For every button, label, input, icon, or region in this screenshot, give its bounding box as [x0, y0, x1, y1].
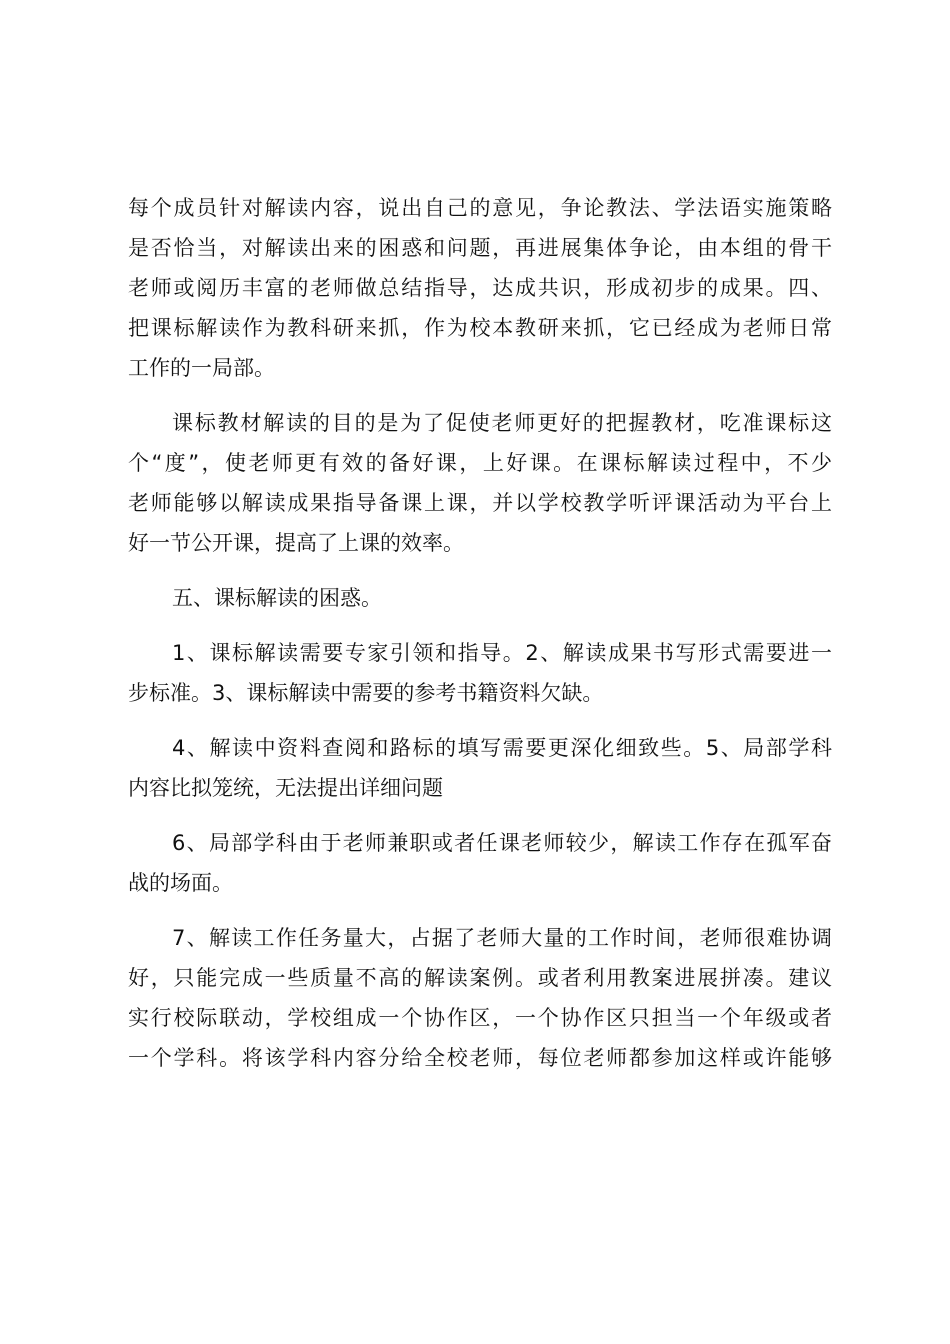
- text-line: 把课标解读作为教科研来抓，作为校本教研来抓，它已经成为老师日常: [128, 316, 832, 340]
- section-heading: 五、课标解读的困惑。: [172, 586, 382, 610]
- text-line: 是否恰当，对解读出来的困惑和问题，再进展集体争论，由本组的骨干: [128, 236, 832, 260]
- paragraph-1: [128, 188, 832, 388]
- text-line: 老师能够以解读成果指导备课上课，并以学校教学听评课活动为平台上: [128, 491, 832, 515]
- text-line: 战的场面。: [128, 871, 233, 895]
- text-line: 工作的一局部。: [128, 356, 275, 380]
- text-line: 好一节公开课，提高了上课的效率。: [128, 531, 464, 555]
- document-body: [128, 188, 832, 1093]
- paragraph-2: [128, 403, 832, 563]
- section-heading-5: [128, 578, 832, 618]
- paragraph-4: [128, 728, 832, 808]
- text-line: 内容比拟笼统，无法提出详细问题: [128, 776, 443, 800]
- text-line: 老师或阅历丰富的老师做总结指导，达成共识，形成初步的成果。四、: [128, 276, 832, 300]
- text-line: 步标准。3、课标解读中需要的参考书籍资料欠缺。: [128, 681, 604, 705]
- text-line: 4、解读中资料查阅和路标的填写需要更深化细致些。5、局部学科: [172, 736, 832, 760]
- text-line: 1、课标解读需要专家引领和指导。2、解读成果书写形式需要进一: [172, 641, 832, 665]
- text-line: 好，只能完成一些质量不高的解读案例。或者利用教案进展拼凑。建议: [128, 966, 832, 990]
- paragraph-6: [128, 918, 832, 1078]
- paragraph-5: [128, 823, 832, 903]
- paragraph-3: [128, 633, 832, 713]
- text-line: 课标教材解读的目的是为了促使老师更好的把握教材，吃准课标这: [172, 411, 832, 435]
- text-line: 每个成员针对解读内容，说出自己的意见，争论教法、学法语实施策略: [128, 196, 832, 220]
- text-line: 6、局部学科由于老师兼职或者任课老师较少，解读工作存在孤军奋: [172, 831, 832, 855]
- text-line: 实行校际联动，学校组成一个协作区，一个协作区只担当一个年级或者: [128, 1006, 832, 1030]
- text-line: 一个学科。将该学科内容分给全校老师，每位老师都参加这样或许能够: [128, 1046, 832, 1070]
- text-line: 7、解读工作任务量大，占据了老师大量的工作时间，老师很难协调: [172, 926, 832, 950]
- text-line: 个“度”，使老师更有效的备好课，上好课。在课标解读过程中，不少: [128, 451, 832, 475]
